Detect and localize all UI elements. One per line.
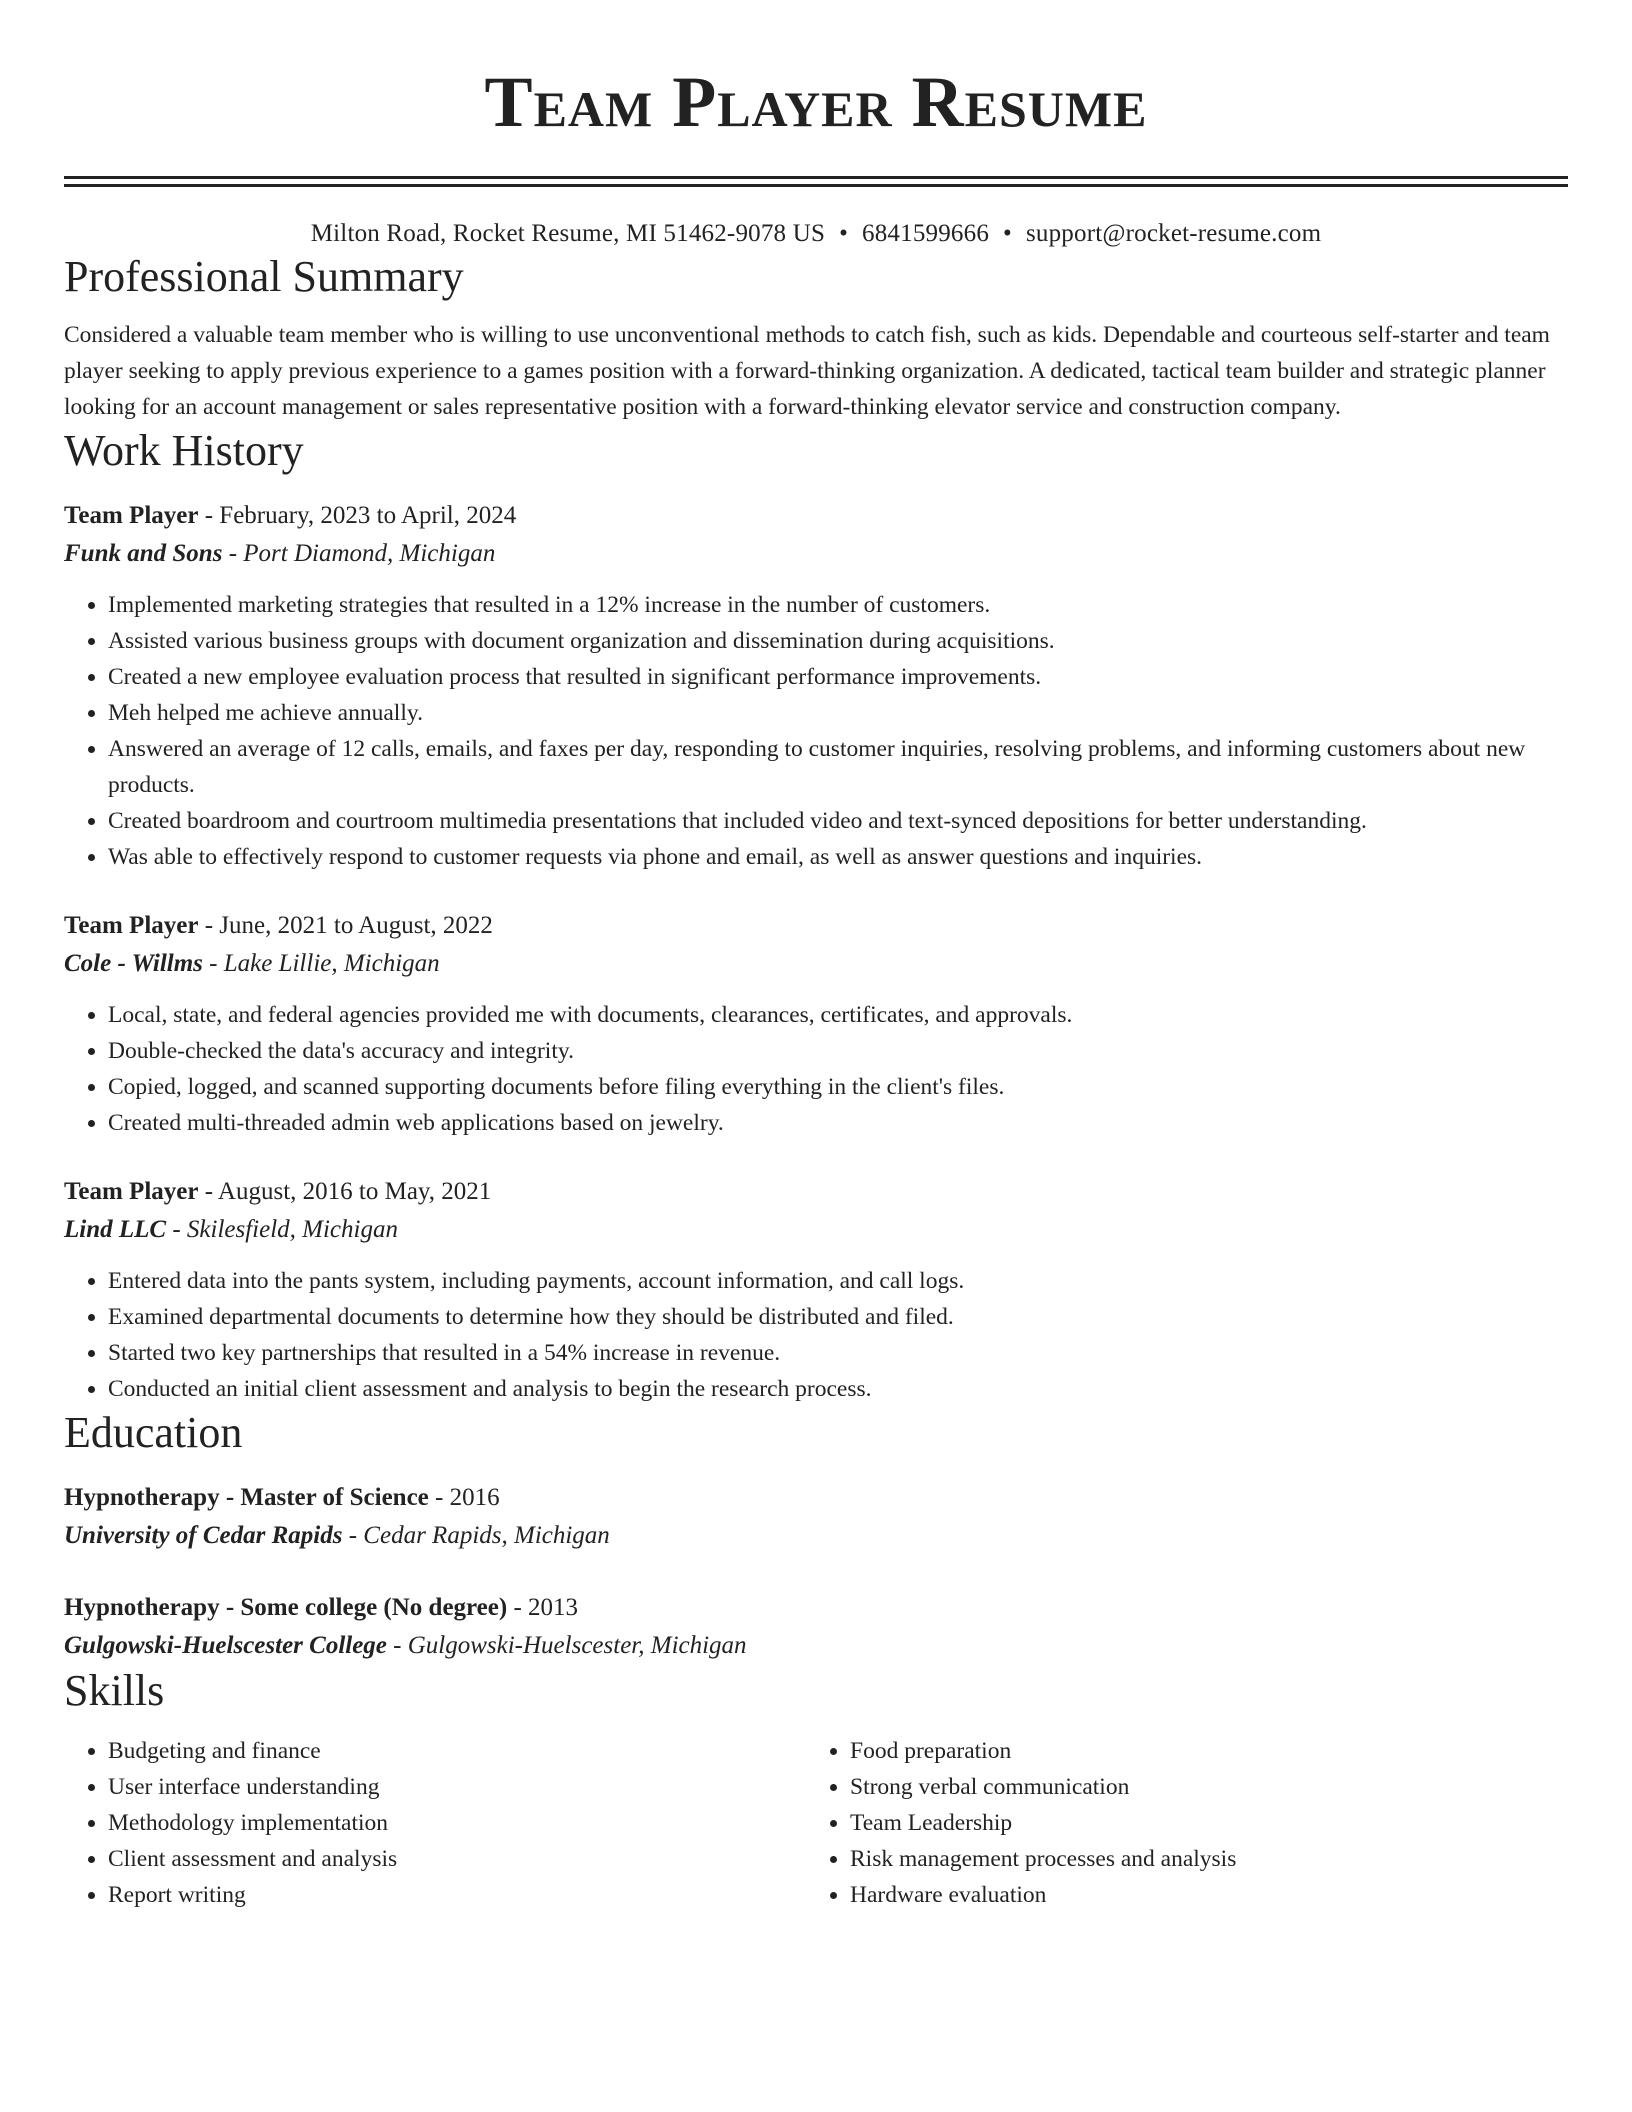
skill-item: • Risk management processes and analysis [850, 1841, 1548, 1877]
job-company: Funk and Sons [64, 540, 223, 567]
contact-phone: 6841599666 [862, 220, 990, 247]
job-employer [64, 535, 1568, 573]
skill-item: • Team Leadership [850, 1805, 1548, 1841]
education-school-line [64, 1627, 1568, 1665]
education-school: University of Cedar Rapids [64, 1522, 343, 1549]
contact-separator: • [1003, 220, 1012, 247]
title-divider-top [64, 176, 1568, 179]
skills-column-right [806, 1733, 1548, 1913]
job-header [64, 907, 1568, 945]
job-entry [64, 1173, 1568, 1407]
skills-column-left [64, 1733, 806, 1913]
education-school-line [64, 1517, 1568, 1555]
job-location: - Skilesfield, Michigan [166, 1216, 398, 1243]
contact-address: Milton Road, Rocket Resume, MI 51462-9078 US [310, 220, 826, 247]
job-header [64, 497, 1568, 535]
education-school: Gulgowski-Huelscester College [64, 1632, 387, 1659]
education-degree: Hypnotherapy - Master of Science [64, 1484, 429, 1511]
job-title: Team Player [64, 912, 199, 939]
job-bullets [64, 997, 1568, 1141]
job-bullet: • Was able to effectively respond to customer requests via phone and email, as well as answer questions and inquiries. [108, 839, 1568, 875]
education-entry [64, 1479, 1568, 1555]
job-bullets [64, 1263, 1568, 1407]
job-title: Team Player [64, 1178, 199, 1205]
job-dates: - February, 2023 to April, 2024 [198, 502, 517, 529]
skill-item: • Strong verbal communication [850, 1769, 1548, 1805]
job-bullet: • Meh helped me achieve annually. [108, 695, 1568, 731]
job-bullet: • Local, state, and federal agencies provided me with documents, clearances, certificates, and approvals. [108, 997, 1568, 1033]
education-degree: Hypnotherapy - Some college (No degree) [64, 1594, 508, 1621]
job-company: Cole - Willms [64, 950, 203, 977]
skill-item: • Hardware evaluation [850, 1877, 1548, 1913]
job-company: Lind LLC [64, 1216, 167, 1243]
job-header [64, 1173, 1568, 1211]
skill-item: • Methodology implementation [108, 1805, 806, 1841]
contact-separator: • [839, 220, 849, 247]
job-bullet: • Copied, logged, and scanned supporting documents before filing everything in the client's files. [108, 1069, 1568, 1105]
education-header [64, 1589, 1568, 1627]
job-bullet: • Conducted an initial client assessment and analysis to begin the research process. [108, 1371, 1568, 1407]
job-location: - Lake Lillie, Michigan [202, 950, 440, 977]
job-bullet: • Created multi-threaded admin web applications based on jewelry. [108, 1105, 1568, 1141]
education-location: - Cedar Rapids, Michigan [342, 1522, 610, 1549]
job-bullet: • Created boardroom and courtroom multimedia presentations that included video and text-synced depositions for better understanding. [108, 803, 1568, 839]
job-dates: - June, 2021 to August, 2022 [198, 912, 493, 939]
job-bullet: • Started two key partnerships that resulted in a 54% increase in revenue. [108, 1335, 1568, 1371]
contact-line [64, 217, 1568, 251]
job-bullet: • Examined departmental documents to determine how they should be distributed and filed. [108, 1299, 1568, 1335]
skills-grid [64, 1733, 1568, 1913]
job-bullet: • Answered an average of 12 calls, emails, and faxes per day, responding to customer inquiries, resolving problems, and informing customers about new products. [108, 731, 1568, 803]
summary-text: Considered a valuable team member who is willing to use unconventional methods to catch fish, such as kids. Dependable and courteous self-starter and team player seeking to apply previous experience to a games position with a forward-thinking organization. A dedicated, tactical team builder and strategic planner looking for an account management or sales representative position with a forward-thinking elevator service and construction company. [64, 322, 1550, 420]
title-divider-bottom [64, 184, 1568, 187]
job-location: - Port Diamond, Michigan [222, 540, 496, 567]
skill-item: • Budgeting and finance [108, 1733, 806, 1769]
job-entry [64, 907, 1568, 1141]
job-bullet: • Assisted various business groups with document organization and dissemination during acquisitions. [108, 623, 1568, 659]
contact-email: support@rocket-resume.com [1025, 220, 1322, 247]
job-bullet: • Created a new employee evaluation process that resulted in significant performance improvements. [108, 659, 1568, 695]
skill-item: • User interface understanding [108, 1769, 806, 1805]
education-year: - 2016 [428, 1484, 500, 1511]
section-heading-summary: Professional Summary [64, 252, 464, 301]
skill-item: • Food preparation [850, 1733, 1548, 1769]
job-bullet: • Double-checked the data's accuracy and integrity. [108, 1033, 1568, 1069]
skill-item: • Report writing [108, 1877, 806, 1913]
job-dates: - August, 2016 to May, 2021 [198, 1178, 492, 1205]
section-heading-skills: Skills [64, 1666, 165, 1715]
job-employer [64, 1211, 1568, 1249]
education-header [64, 1479, 1568, 1517]
job-bullet: • Implemented marketing strategies that resulted in a 12% increase in the number of customers. [108, 587, 1568, 623]
job-employer [64, 945, 1568, 983]
resume-title: Team Player Resume [484, 62, 1148, 142]
job-bullet: • Entered data into the pants system, including payments, account information, and call logs. [108, 1263, 1568, 1299]
education-year: - 2013 [507, 1594, 579, 1621]
job-bullets [64, 587, 1568, 875]
education-entry [64, 1589, 1568, 1665]
section-heading-work-history: Work History [64, 426, 304, 475]
job-title: Team Player [64, 502, 199, 529]
skill-item: • Client assessment and analysis [108, 1841, 806, 1877]
job-entry [64, 497, 1568, 875]
education-location: - Gulgowski-Huelscester, Michigan [386, 1632, 747, 1659]
section-heading-education: Education [64, 1408, 243, 1457]
